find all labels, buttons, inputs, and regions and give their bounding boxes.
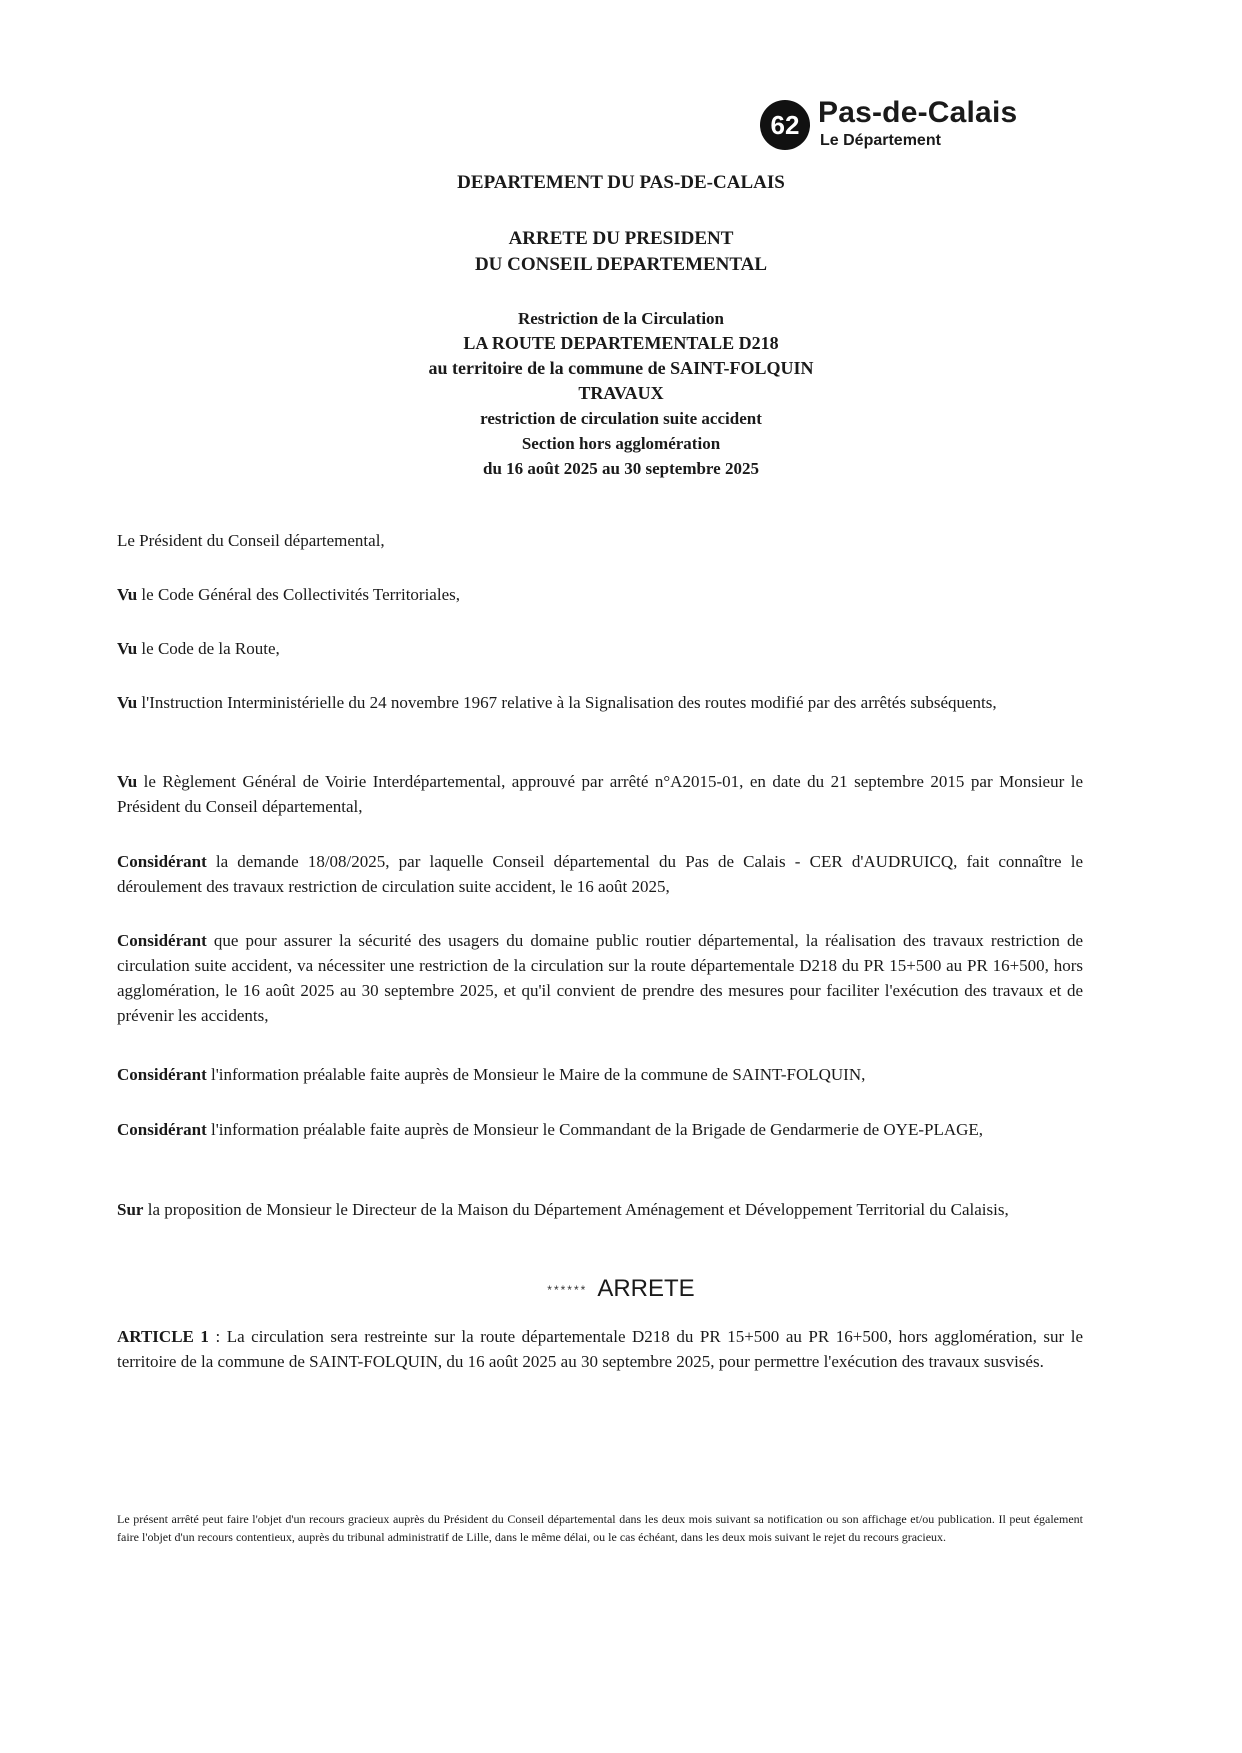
preamble-intro: [117, 528, 1083, 553]
preamble-paragraph-3: [117, 690, 1083, 715]
paragraph-lead: Considérant: [117, 931, 207, 950]
paragraph-text: la demande 18/08/2025, par laquelle Conseil départemental du Pas de Calais - CER d'AUDRUICQ, fait connaître le déroulement des travaux restriction de circulation suite accident, le 16 août 2025,: [117, 852, 1083, 896]
subject-block: [0, 306, 1242, 481]
paragraph-lead: Vu: [117, 693, 138, 712]
department-heading: DEPARTEMENT DU PAS-DE-CALAIS: [457, 172, 785, 193]
article-1: [117, 1324, 1083, 1374]
subject-line3: au territoire de la commune de SAINT-FOLQUIN: [428, 358, 814, 378]
subject-line1: Restriction de la Circulation: [517, 309, 725, 328]
preamble-paragraph-5: [117, 849, 1083, 899]
arrete-heading: [0, 226, 1242, 278]
paragraph-lead: Vu: [117, 639, 138, 658]
subject-line6: Section hors agglomération: [521, 434, 721, 453]
subject-line4: TRAVAUX: [578, 383, 664, 403]
subject-line5: restriction de circulation suite accident: [480, 409, 762, 428]
article-1-text: : La circulation sera restreinte sur la route départementale D218 du PR 15+500 au PR 16+500, hors agglomération, sur le territoire de la commune de SAINT-FOLQUIN, du 16 août 2025 au 30 septembre 2025, pour permettre l'exécution des travaux susvisés.: [117, 1327, 1083, 1371]
paragraph-lead: Considérant: [117, 1120, 207, 1139]
paragraph-text: le Code Général des Collectivités Territoriales,: [137, 585, 460, 604]
preamble-paragraph-7: [117, 1062, 1083, 1087]
arrete-heading-line2: DU CONSEIL DEPARTEMENTAL: [474, 254, 768, 275]
arrete-heading-line1: ARRETE DU PRESIDENT: [508, 228, 734, 249]
subject-line2: LA ROUTE DEPARTEMENTALE D218: [463, 333, 779, 353]
preamble-paragraph-9: [117, 1197, 1083, 1222]
preamble-paragraph-2: [117, 636, 1083, 661]
paragraph-text: le Code de la Route,: [137, 639, 280, 658]
paragraph-text: la proposition de Monsieur le Directeur de la Maison du Département Aménagement et Développement Territorial du Calaisis,: [143, 1200, 1009, 1219]
preamble-paragraph-1: [117, 582, 1083, 607]
logo-number-badge: 62: [760, 100, 810, 150]
logo-name: Pas-de-Calais: [818, 96, 1018, 129]
paragraph-text: l'information préalable faite auprès de Monsieur le Commandant de la Brigade de Gendarmerie de OYE-PLAGE,: [206, 1120, 984, 1139]
arrete-title-text: ARRETE: [597, 1275, 695, 1302]
paragraph-lead: Considérant: [117, 1065, 207, 1084]
logo-subtitle: Le Département: [820, 132, 941, 149]
paragraph-text: l'information préalable faite auprès de Monsieur le Maire de la commune de SAINT-FOLQUIN,: [206, 1065, 866, 1084]
preamble-paragraph-6: [117, 928, 1083, 1028]
intro-text: Le Président du Conseil départemental,: [117, 531, 385, 550]
preamble-paragraph-4: [117, 769, 1083, 819]
paragraph-lead: Vu: [117, 585, 138, 604]
paragraph-lead: Vu: [117, 772, 138, 791]
article-1-lead: ARTICLE 1: [117, 1327, 209, 1346]
paragraph-lead: Considérant: [117, 852, 207, 871]
paragraph-text: le Règlement Général de Voirie Interdépartemental, approuvé par arrêté n°A2015-01, en date du 21 septembre 2015 par Monsieur le Président du Conseil départemental,: [117, 772, 1083, 816]
subject-line7: du 16 août 2025 au 30 septembre 2025: [483, 459, 759, 478]
paragraph-lead: Sur: [117, 1200, 144, 1219]
arrete-decision-title: [0, 1275, 1242, 1303]
paragraph-text: l'Instruction Interministérielle du 24 novembre 1967 relative à la Signalisation des routes modifié par des arrêtés subséquents,: [137, 693, 997, 712]
paragraph-text: que pour assurer la sécurité des usagers du domaine public routier départemental, la réalisation des travaux restriction de circulation suite accident, va nécessiter une restriction de la circulation sur la route départementale D218 du PR 15+500 au PR 16+500, hors agglomération, le 16 août 2025 au 30 septembre 2025, et qu'il convient de prendre des mesures pour faciliter l'exécution des travaux et de prévenir les accidents,: [117, 931, 1083, 1025]
legal-notice: Le présent arrêté peut faire l'objet d'un recours gracieux auprès du Président du Conseil départemental dans les deux mois suivant sa notification ou son affichage et/ou publication. Il peut également faire l'objet d'un recours contentieux, auprès du tribunal administratif de Lille, dans le même délai, ou le cas échéant, dans les deux mois suivant le rejet du recours gracieux.: [117, 1512, 1083, 1544]
decorative-stars: ******: [547, 1282, 588, 1297]
department-logo: [760, 96, 1080, 156]
preamble-paragraph-8: [117, 1117, 1083, 1142]
